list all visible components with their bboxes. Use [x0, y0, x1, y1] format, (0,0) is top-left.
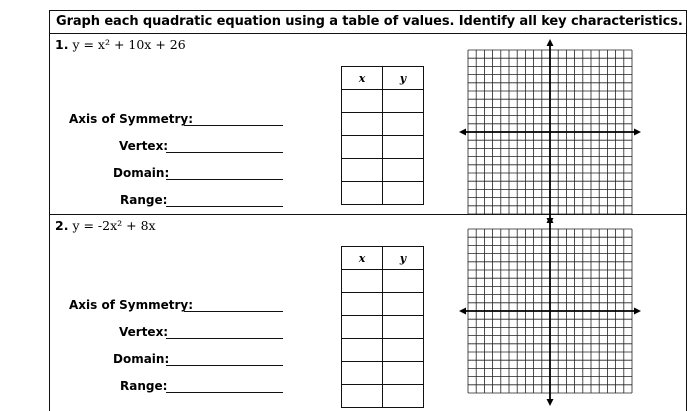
vertex-label: Vertex:: [119, 139, 169, 153]
axis-of-symmetry-answer-line[interactable]: [184, 311, 283, 312]
problem-2: [50, 215, 686, 411]
axis-of-symmetry-answer-line[interactable]: [184, 125, 283, 126]
range-label: Range:: [120, 193, 168, 207]
range-answer-line[interactable]: [166, 206, 283, 207]
table-of-values: [341, 246, 424, 408]
coordinate-grid[interactable]: [458, 38, 642, 226]
problem-1-number: 1.: [55, 37, 69, 52]
table-cell[interactable]: [342, 159, 383, 182]
worksheet: [49, 10, 687, 411]
table-cell[interactable]: [383, 316, 424, 339]
table-cell[interactable]: [342, 385, 383, 408]
table-cell[interactable]: [383, 362, 424, 385]
domain-label: Domain:: [113, 352, 170, 366]
problem-1-equation-text: y = x² + 10x + 26: [72, 37, 186, 52]
table-cell[interactable]: [383, 90, 424, 113]
table-cell[interactable]: [383, 113, 424, 136]
vertex-answer-line[interactable]: [166, 338, 283, 339]
table-cell[interactable]: [383, 385, 424, 408]
arrow-up-icon: [547, 39, 554, 46]
problem-1-equation: [55, 37, 186, 52]
axis-of-symmetry-label: Axis of Symmetry:: [69, 112, 193, 126]
instructions-header: [50, 11, 686, 34]
axis-of-symmetry-label: Axis of Symmetry:: [69, 298, 193, 312]
x-column-header: x: [342, 247, 383, 270]
table-cell[interactable]: [383, 136, 424, 159]
table-cell[interactable]: [342, 362, 383, 385]
table-cell[interactable]: [342, 270, 383, 293]
table-cell[interactable]: [383, 182, 424, 205]
table-cell[interactable]: [383, 339, 424, 362]
vertex-answer-line[interactable]: [166, 152, 283, 153]
domain-label: Domain:: [113, 166, 170, 180]
arrow-up-icon: [547, 216, 554, 223]
problem-1: [50, 34, 686, 215]
table-cell[interactable]: [342, 136, 383, 159]
table-cell[interactable]: [342, 339, 383, 362]
range-answer-line[interactable]: [166, 392, 283, 393]
arrow-left-icon: [459, 308, 466, 315]
vertex-label: Vertex:: [119, 325, 169, 339]
range-label: Range:: [120, 379, 168, 393]
arrow-right-icon: [634, 129, 641, 136]
table-of-values: [341, 66, 424, 205]
table-cell[interactable]: [342, 316, 383, 339]
domain-answer-line[interactable]: [166, 179, 283, 180]
instructions-text: Graph each quadratic equation using a table of values. Identify all key characteristics.: [56, 14, 683, 29]
arrow-right-icon: [634, 308, 641, 315]
problem-2-equation-text: y = -2x² + 8x: [72, 218, 156, 233]
table-cell[interactable]: [342, 182, 383, 205]
table-cell[interactable]: [342, 90, 383, 113]
arrow-left-icon: [459, 129, 466, 136]
table-cell[interactable]: [342, 293, 383, 316]
table-cell[interactable]: [383, 293, 424, 316]
table-cell[interactable]: [342, 113, 383, 136]
arrow-down-icon: [547, 399, 554, 406]
domain-answer-line[interactable]: [166, 365, 283, 366]
y-column-header: y: [383, 247, 424, 270]
table-cell[interactable]: [383, 159, 424, 182]
x-column-header: x: [342, 67, 383, 90]
table-cell[interactable]: [383, 270, 424, 293]
coordinate-grid[interactable]: [458, 215, 642, 407]
problem-2-equation: [55, 218, 156, 233]
y-column-header: y: [383, 67, 424, 90]
problem-2-number: 2.: [55, 218, 69, 233]
